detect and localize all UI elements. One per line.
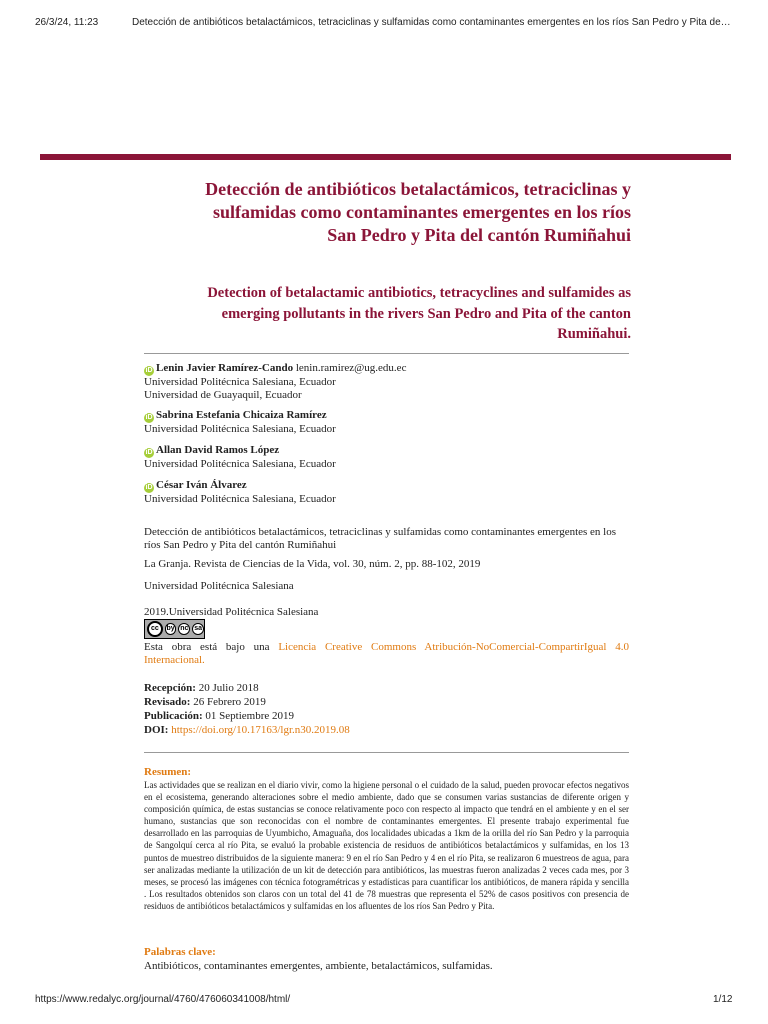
published-label: Publicación:	[144, 710, 203, 722]
author-affiliation: Universidad Politécnica Salesiana, Ecuador	[144, 493, 336, 505]
received-date: 20 Julio 2018	[198, 682, 259, 694]
keywords-label: Palabras clave:	[144, 946, 216, 958]
doi-link[interactable]: https://doi.org/10.17163/lgr.n30.2019.08	[171, 724, 350, 736]
noncommercial-icon: nc	[178, 623, 190, 635]
print-date: 26/3/24, 11:23	[35, 17, 99, 28]
author-affiliation: Universidad Politécnica Salesiana, Ecuador	[144, 376, 336, 388]
author-4	[144, 479, 336, 506]
divider	[144, 752, 629, 753]
revised-label: Revisado:	[144, 696, 191, 708]
citation-title: Detección de antibióticos betalactámicos, tetraciclinas y sulfamidas como contaminantes emergentes en los ríos San Pedro y Pita del cantón Rumiñahui	[144, 526, 617, 551]
license-link[interactable]: Licencia Creative Commons Atribución-NoComercial-CompartirIgual 4.0 Internacional.	[144, 641, 629, 666]
print-page-title: Detección de antibióticos betalactámicos, tetraciclinas y sulfamidas como contaminantes emergentes en los ríos San Pedro y Pita de…	[132, 17, 731, 28]
author-affiliation: Universidad de Guayaquil, Ecuador	[144, 389, 302, 401]
title-rule	[40, 154, 731, 160]
creative-commons-icon: cc	[147, 621, 163, 637]
received-label: Recepción:	[144, 682, 196, 694]
cc-license-badge[interactable]	[144, 619, 205, 639]
publisher: Universidad Politécnica Salesiana	[144, 580, 294, 592]
print-url: https://www.redalyc.org/journal/4760/476060341008/html/	[35, 994, 291, 1005]
orcid-icon[interactable]: iD	[145, 414, 153, 421]
copyright: 2019.Universidad Politécnica Salesiana	[144, 606, 319, 618]
author-name[interactable]: Allan David Ramos López	[156, 444, 280, 456]
doi-label: DOI:	[144, 724, 169, 736]
author-name[interactable]: César Iván Álvarez	[156, 479, 247, 491]
orcid-icon[interactable]: iD	[145, 367, 153, 374]
author-1	[144, 362, 406, 402]
print-header	[0, 0, 768, 32]
published-date: 01 Septiembre 2019	[205, 710, 295, 722]
revised-date: 26 Febrero 2019	[193, 696, 266, 708]
author-affiliation: Universidad Politécnica Salesiana, Ecuador	[144, 458, 336, 470]
keywords-text: Antibióticos, contaminantes emergentes, ambiente, betalactámicos, sulfamidas.	[144, 960, 493, 972]
attribution-icon: by	[165, 623, 177, 635]
article-title-english: Detection of betalactamic antibiotics, tetracyclines and sulfamides as emerging pollutants in the rivers San Pedro and Pita of the canton Rumiñahui.	[207, 285, 631, 342]
author-3	[144, 444, 336, 471]
publication-dates	[144, 681, 350, 737]
license-statement	[144, 641, 629, 667]
author-name[interactable]: Lenin Javier Ramírez-Cando	[156, 362, 294, 374]
author-affiliation: Universidad Politécnica Salesiana, Ecuador	[144, 423, 336, 435]
article-title-spanish: Detección de antibióticos betalactámicos, tetraciclinas y sulfamidas como contaminantes emergentes en los ríos San Pedro y Pita del cantón Rumiñahui	[205, 179, 631, 245]
license-prefix: Esta obra está bajo una	[144, 641, 279, 653]
author-2	[144, 409, 336, 436]
print-footer	[0, 991, 768, 1011]
journal-citation: La Granja. Revista de Ciencias de la Vida, vol. 30, núm. 2, pp. 88-102, 2019	[144, 558, 481, 570]
abstract-text: Las actividades que se realizan en el diario vivir, como la higiene personal o el cuidado de la salud, pueden provocar efectos negativos en el ecosistema, generando alteraciones sobre el medio ambiente, dado que se consumen varias sustancias de diferente origen y composición química, de estas sustancias se conoce relativamente poco con respecto al impacto que tendrá en el ambiente y en el ser humano, sustancias que son reconocidas con el nombre de contaminantes emergentes. El presente trabajo experimental fue desarrollado en las parroquias de Uyumbicho, Amaguaña, dos localidades ubicadas a 1km de la orilla del río San Pedro y la parroquia de Sangolquí cerca al río Pita, se evaluó la probable existencia de residuos de antibióticos betalactámicos y sulfamidas, en los 13 puntos de muestreo distribuidos de la siguiente manera: 9 en el río San Pedro y 4 en el río Pita, se realizaron 6 muestreos de agua, para ser analizadas mediante la utilización de un kit de detección para antibióticos, las muestras fueron analizadas 2 veces cada mes, por 3 meses, se procesó las imágenes con técnica fotogramétricas y estadísticas para cuantificar los antibióticos, de manera rápida y sencilla . Los resultados obtenidos son claros con un total del 41 de 78 muestras que representa el 52% de casos positivos con presencia de residuos de antibióticos betalactámicos y sulfamidas en los afluentes de los ríos San Pedro y Pita.	[144, 780, 629, 911]
author-email[interactable]: lenin.ramirez@ug.edu.ec	[295, 362, 407, 374]
sharealike-icon: sa	[192, 623, 204, 635]
print-page-number: 1/12	[713, 994, 733, 1005]
divider	[144, 353, 629, 354]
orcid-icon[interactable]: iD	[145, 449, 153, 456]
abstract-label: Resumen:	[144, 766, 192, 778]
author-name[interactable]: Sabrina Estefania Chicaiza Ramírez	[156, 409, 327, 421]
orcid-icon[interactable]: iD	[145, 484, 153, 491]
